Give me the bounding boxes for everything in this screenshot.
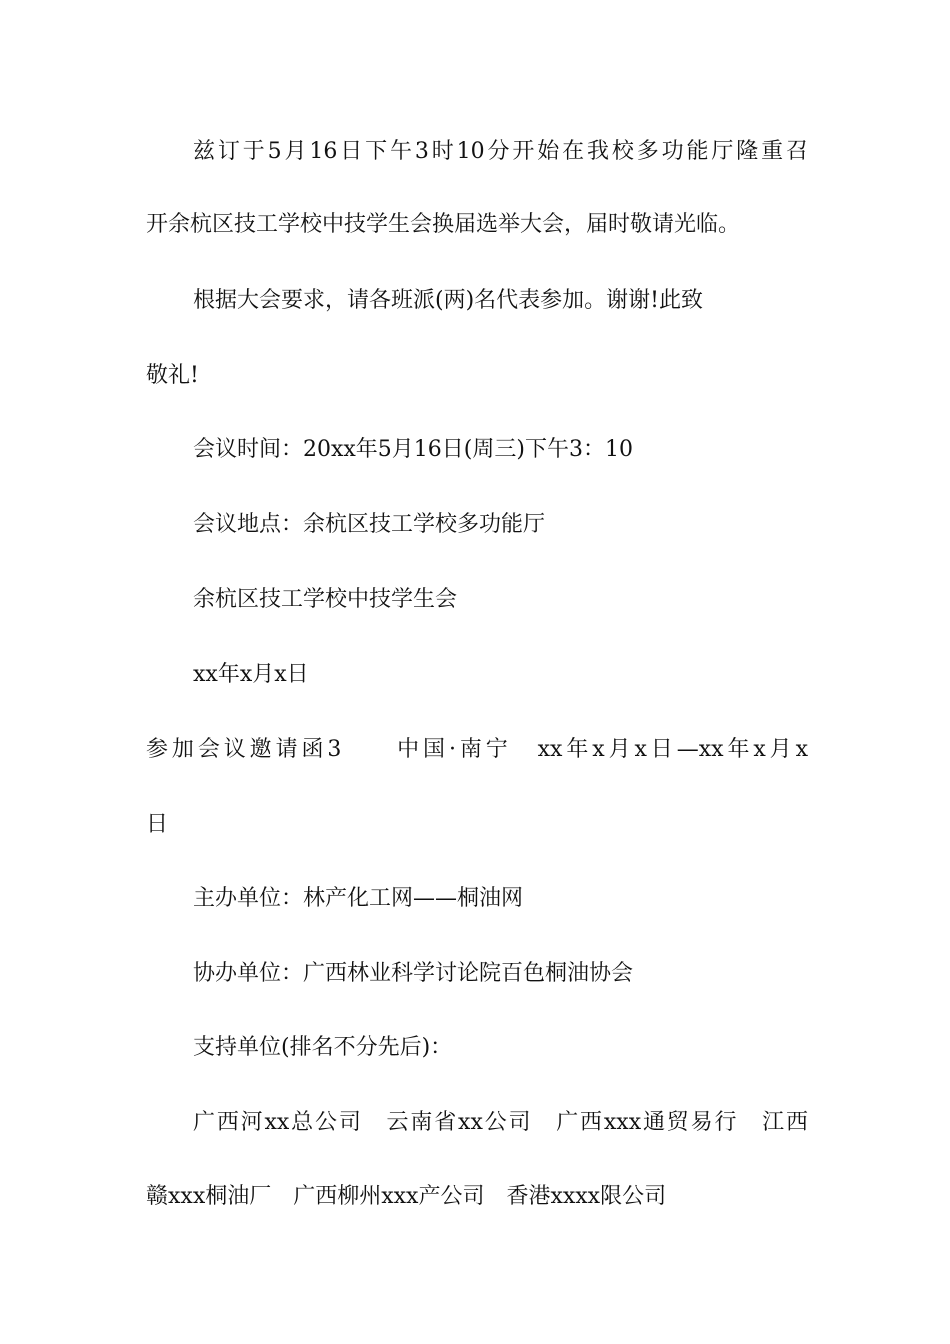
meeting-location-line: 会议地点：余杭区技工学校多功能厅 <box>193 512 546 537</box>
organizer-signature-line: 余杭区技工学校中技学生会 <box>193 587 458 612</box>
support-units-line-2: 赣xxx桐油厂 广西柳州xxx产公司 香港xxxx限公司 <box>146 1184 667 1209</box>
invitation-heading-line: 参加会议邀请函3 中国·南宁 xx年x月x日—xx年x月x <box>146 737 808 762</box>
co-host-unit-line: 协办单位：广西林业科学讨论院百色桐油协会 <box>193 961 634 986</box>
paragraph-line-1: 兹订于5月16日下午3时10分开始在我校多功能厅隆重召 <box>193 139 808 164</box>
host-unit-line: 主办单位：林产化工网——桐油网 <box>193 886 524 911</box>
support-units-line-1: 广西河xx总公司 云南省xx公司 广西xxx通贸易行 江西 <box>193 1110 808 1135</box>
date-line: xx年x月x日 <box>193 662 309 687</box>
paragraph-line-3: 根据大会要求，请各班派(两)名代表参加。谢谢!此致 <box>193 288 704 313</box>
support-units-heading: 支持单位(排名不分先后)： <box>193 1035 453 1060</box>
meeting-time-line: 会议时间：20xx年5月16日(周三)下午3：10 <box>193 437 633 462</box>
invitation-heading-continuation: 日 <box>146 812 169 837</box>
paragraph-line-2: 开余杭区技工学校中技学生会换届选举大会，届时敬请光临。 <box>146 212 741 237</box>
paragraph-line-4: 敬礼! <box>146 363 199 388</box>
